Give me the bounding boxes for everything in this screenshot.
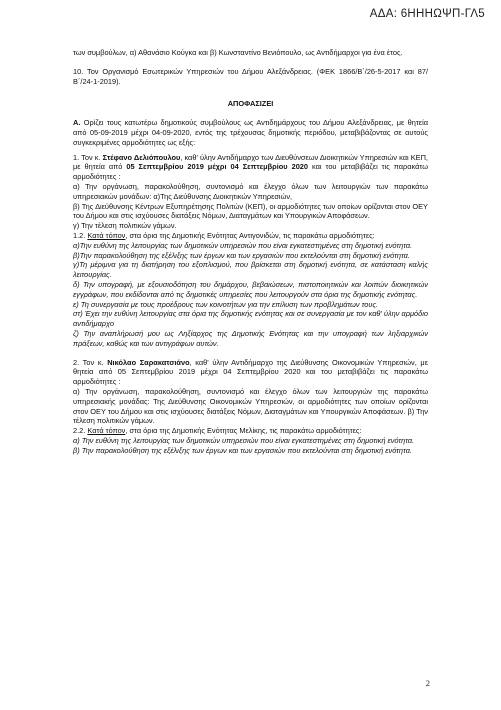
s2-local-underline: Κατά τόπον bbox=[87, 426, 126, 436]
s1-list-6: στ) Έχει την ευθύνη λειτουργίας στα όρια της δημοτικής ενότητας και σε συνεργασία με τον καθ' ύλην αρμόδιο αντιδήμαρχο bbox=[73, 309, 428, 329]
s2-pre: 2. Τον κ. bbox=[73, 357, 108, 367]
s1-item-a: α) Την οργάνωση, παρακολούθηση, συντονισμό και έλεγχο όλων των λειτουργιών των παρακάτω υπηρεσιακών μονάδων: α)Της Διεύθυνσης Διοικητικών Υπηρεσιών, bbox=[73, 181, 428, 201]
section-1-intro bbox=[73, 153, 428, 182]
document-body bbox=[73, 48, 428, 455]
s2-list-2: β) Την παρακολούθηση της εξέλιξης των έργων και των εργασιών που εκτελούνται στη δημοτική ενότητα. bbox=[73, 445, 412, 455]
s2-local-post: , στα όρια της Δημοτικής Ενότητας Μελίκης, τις παρακάτω αρμοδιότητες: bbox=[125, 426, 362, 436]
page-number: 2 bbox=[425, 678, 430, 688]
s1-list-5: ε) Τη συνεργασία με τους προέδρους των κοινοτήτων για την επίλυση των προβλημάτων τους. bbox=[73, 299, 379, 309]
s1-local-underline: Κατά τόπον bbox=[87, 230, 126, 240]
s1-list-7: ζ) Την αναπλήρωσή μου ως Ληξίαρχος της Δημοτικής Ενότητας και την υπογραφή των ληξιαρχικών πράξεων, καθώς και των αντιγράφων αυτών. bbox=[73, 328, 428, 348]
s1-item-b: β) Της Διεύθυνσης Κέντρων Εξυπηρέτησης Πολιτών (ΚΕΠ), οι αρμοδιότητες των οποίων ορίζονται στον ΟΕΥ του Δήμου και στις ισχύουσες διατάξεις Νόμων, Διαταγμάτων και Υπουργικών Αποφάσεων. bbox=[73, 201, 428, 221]
s1-item-g: γ) Την τέλεση πολιτικών γάμων. bbox=[73, 221, 177, 231]
s2-item-a: α) Την οργάνωση, παρακολούθηση, συντονισμό και έλεγχο όλων των λειτουργιών της παρακάτω υπηρεσιακής μονάδας: Της Διεύθυνσης Οικονομικών Υπηρεσιών, οι αρμοδιότητες των οποίων ορίζονται στον ΟΕΥ του Δήμου και στις ισχύουσες διατάξεις Νόμων, Διαταγμάτων και Υπουργικών Αποφάσεων. β) Την τέλεση πολιτικών γάμων. bbox=[73, 386, 428, 426]
s1-list-3: γ)Τη μέριμνα για τη διατήρηση του εξοπλισμού, που βρίσκεται στη δημοτική ενότητα, σε κατάσταση καλής λειτουργίας. bbox=[73, 260, 428, 280]
ada-code: ΑΔΑ: 6ΗΗΗΩΨΠ-ΓΛ5 bbox=[369, 8, 485, 20]
paragraph-a-text: Ορίζει τους κατωτέρω δημοτικούς συμβούλους ως Αντιδημάρχους του Δήμου Αλεξάνδρειας, με θητεία από 05-09-2019 μέχρι 04-09-2020, εντός της τρέχουσας δημοτικής περιόδου, μεταβιβάζοντας σε αυτούς συγκεκριμένες αρμοδιότητες ως εξής: bbox=[73, 118, 428, 147]
s2-local-pre: 2.2. bbox=[73, 426, 88, 436]
s1-post: και του μεταβιβάζει τις παρακάτω αρμοδιότητες : bbox=[73, 162, 428, 182]
heading-apofasizei: ΑΠΟΦΑΣΙΖΕΙ bbox=[227, 99, 274, 109]
s1-dates: 05 Σεπτεμβρίου 2019 μέχρι 04 Σεπτεμβρίου 2020 bbox=[126, 162, 309, 172]
s1-list-4: δ) Την υπογραφή, με εξουσιοδότηση του δημάρχου, βεβαιώσεων, πιστοποιητικών και λοιπών διοικητικών εγγράφων, που εκδίδονται από τις δημοτικές υπηρεσίες που λειτουργούν στα όρια της δημοτικής ενότητας. bbox=[73, 279, 428, 299]
s2-post: , καθ' ύλην Αντιδήμαρχο της Διεύθυνσης Οικονομικών Υπηρεσιών, με θητεία από 05 Σεπτεμβρίου 2019 μέχρι 04 Σεπτεμβρίου 2020 και του μεταβιβάζει τις παρακάτω αρμοδιότητες : bbox=[73, 357, 428, 387]
s1-mid: , καθ' ύλην Αντιδήμαρχο των Διευθύνσεων Διοικητικών Υπηρεσιών και ΚΕΠ, με θητεία από bbox=[73, 152, 428, 172]
s1-pre: 1. Τον κ. bbox=[73, 152, 103, 162]
s1-local bbox=[73, 231, 428, 241]
paragraph-a-lead: Α. bbox=[73, 118, 81, 128]
s1-list-1: α)Την ευθύνη της λειτουργίας των δημοτικών υπηρεσιών που είναι εγκατεστημένες στη δημοτική ενότητα. bbox=[73, 240, 413, 250]
s2-local bbox=[73, 426, 428, 436]
s2-list-1: α) Την ευθύνη της λειτουργίας των δημοτικών υπηρεσιών που είναι εγκατεστημένες στη δημοτική ενότητα. bbox=[73, 435, 415, 445]
s1-name: Στέφανο Δελιόπουλου bbox=[102, 152, 181, 162]
s1-list-2: β)Την παρακολούθηση της εξέλιξης των έργων και των εργασιών που εκτελούνται στη δημοτική ενότητα. bbox=[73, 250, 410, 260]
section-2-intro bbox=[73, 358, 428, 387]
s2-name: Νικόλαο Σαρακατσιάνο bbox=[107, 357, 190, 367]
paragraph-a bbox=[73, 118, 428, 147]
paragraph-10: 10. Τον Οργανισμό Εσωτερικών Υπηρεσιών του Δήμου Αλεξάνδρειας. (ΦΕΚ 1866/Β΄/26-5-2017 και 87/Β΄/24-1-2019). bbox=[73, 66, 428, 86]
paragraph-top: των συμβούλων, α) Αθανάσιο Κούγκα και β) Κωνσταντίνο Βενιόπουλο, ως Αντιδήμαρχοι για ένα έτος. bbox=[73, 48, 403, 57]
s1-local-pre: 1.2. bbox=[73, 230, 88, 240]
s1-local-post: , στα όρια της Δημοτικής Ενότητας Αντιγονιδών, τις παρακάτω αρμοδιότητες: bbox=[125, 230, 375, 240]
